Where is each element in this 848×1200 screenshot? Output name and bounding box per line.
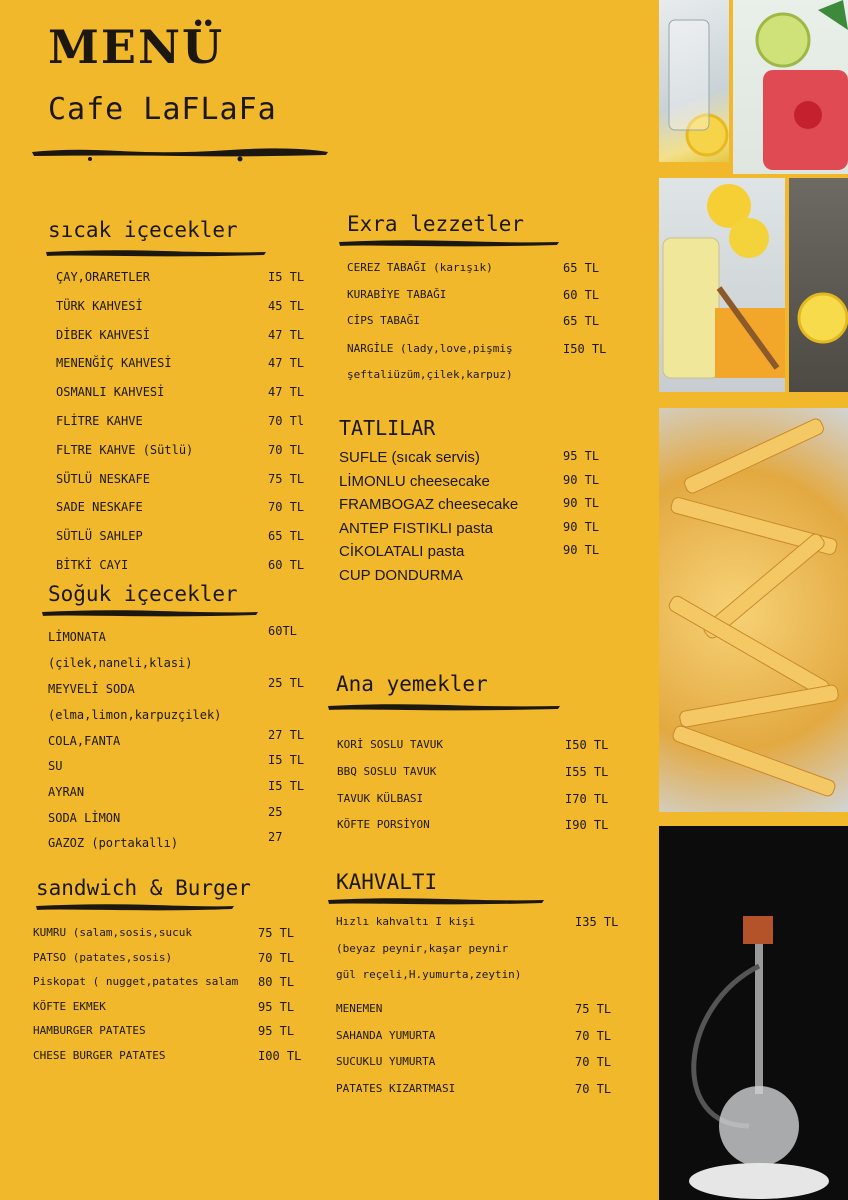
menu-item-name: gül reçeli,H.yumurta,zeytin) xyxy=(336,968,522,981)
menu-item-name: BBQ SOSLU TAVUK xyxy=(337,765,437,778)
menu-item-name: AYRAN xyxy=(48,785,85,799)
menu-item-price: 75 TL xyxy=(268,471,305,486)
menu-item-name: MENEMEN xyxy=(336,1002,383,1015)
lemon-slice-photo xyxy=(789,178,848,392)
menu-item-price: 45 TL xyxy=(268,298,305,313)
menu-item-name: Piskopat ( nugget,patates salam xyxy=(33,975,239,988)
menu-item-price: 27 TL xyxy=(268,728,305,742)
menu-item-name: BİTKİ CAYI xyxy=(56,558,129,572)
menu-item-name: CEREZ TABAĞI (karışık) xyxy=(347,261,493,274)
menu-item-name: LİMONATA xyxy=(48,630,106,644)
menu-item-name: KUMRU (salam,sosis,sucuk xyxy=(33,926,192,939)
brush-divider xyxy=(326,700,562,714)
menu-item-name: SÜTLÜ SAHLEP xyxy=(56,529,143,544)
menu-item-price: 25 TL xyxy=(268,676,305,690)
menu-item-price: 90 TL xyxy=(563,473,600,487)
menu-item-price: 70 TL xyxy=(258,951,295,965)
menu-item-price: 95 TL xyxy=(563,449,600,463)
menu-item-name: CİPS TABAĞI xyxy=(347,314,420,327)
hookah-photo xyxy=(659,826,848,1200)
menu-item-name: FLTRE KAHVE (Sütlü) xyxy=(56,442,194,457)
menu-item-price: 80 TL xyxy=(258,975,295,989)
brush-divider xyxy=(30,144,330,162)
cafe-name: Cafe LaFLaFa xyxy=(48,92,277,127)
menu-item-name: FRAMBOGAZ cheesecake xyxy=(339,496,519,513)
menu-item-name: (elma,limon,karpuzçilek) xyxy=(48,708,222,722)
menu-item-name: FLİTRE KAHVE xyxy=(56,414,143,428)
menu-item-price: I55 TL xyxy=(565,765,609,779)
menu-item-price: I70 TL xyxy=(565,792,609,806)
menu-item-name: KÖFTE PORSİYON xyxy=(337,818,430,831)
menu-item-name: PATSO (patates,sosis) xyxy=(33,951,173,964)
brush-divider xyxy=(337,236,561,250)
menu-item-price: 27 xyxy=(268,830,283,844)
menu-item-price: 70 TL xyxy=(575,1082,612,1096)
menu-item-name: SÜTLÜ NESKAFE xyxy=(56,471,150,486)
menu-item-price: I50 TL xyxy=(563,342,607,356)
menu-item-name: SADE NESKAFE xyxy=(56,500,143,515)
menu-item-price: 70 TL xyxy=(575,1055,612,1069)
menu-item-price: I50 TL xyxy=(565,738,609,752)
menu-item-price: I5 TL xyxy=(268,753,305,767)
menu-item-name: SUFLE (sıcak servis) xyxy=(339,449,480,466)
menu-item-name: NARGİLE (lady,love,pişmiş xyxy=(347,342,513,355)
menu-item-name: OSMANLI KAHVESİ xyxy=(56,385,165,400)
menu-item-price: 47 TL xyxy=(268,327,305,342)
menu-item-price: 60 TL xyxy=(563,288,600,302)
menu-item-name: SU xyxy=(48,759,63,773)
menu-item-price: I90 TL xyxy=(565,818,609,832)
menu-item-price: 70 TL xyxy=(268,500,305,515)
menu-item-price: 47 TL xyxy=(268,356,305,371)
menu-item-price: 25 xyxy=(268,805,283,819)
section-heading-extra: Exra lezzetler xyxy=(347,212,525,236)
menu-item-name: CHESE BURGER PATATES xyxy=(33,1049,166,1062)
brush-divider xyxy=(44,246,268,260)
menu-item-price: I5 TL xyxy=(268,270,305,284)
menu-item-name: GAZOZ (portakallı) xyxy=(48,836,179,850)
menu-item-price: 47 TL xyxy=(268,385,305,400)
brush-divider xyxy=(326,894,546,908)
menu-item-name: KÖFTE EKMEK xyxy=(33,1000,106,1013)
menu-item-price: 70 TL xyxy=(268,442,305,457)
menu-item-price: 60 TL xyxy=(268,558,305,572)
menu-item-name: ÇAY,ORARETLER xyxy=(56,270,150,284)
menu-item-price: 60TL xyxy=(268,624,297,638)
menu-item-price: 90 TL xyxy=(563,543,600,557)
menu-item-name: TÜRK KAHVESİ xyxy=(56,298,143,313)
menu-item-name: SUCUKLU YUMURTA xyxy=(336,1055,436,1068)
menu-item-price: 65 TL xyxy=(563,261,600,275)
menu-item-name: CİKOLATALI pasta xyxy=(339,543,465,560)
menu-item-name: PATATES KIZARTMASI xyxy=(336,1082,456,1095)
menu-item-price: 70 Tl xyxy=(268,414,305,428)
strawberry-drink-photo xyxy=(733,0,848,174)
section-heading-desserts: TATLILAR xyxy=(339,416,436,440)
menu-item-price: I35 TL xyxy=(575,915,619,929)
menu-item-name: CUP DONDURMA xyxy=(339,567,463,584)
menu-item-name: COLA,FANTA xyxy=(48,734,121,748)
menu-item-price: 75 TL xyxy=(258,926,295,940)
menu-item-name: (beyaz peynir,kaşar peynir xyxy=(336,942,509,955)
menu-item-price: 95 TL xyxy=(258,1000,295,1014)
brush-divider xyxy=(40,606,260,620)
menu-item-price: 75 TL xyxy=(575,1002,612,1016)
menu-item-name: SAHANDA YUMURTA xyxy=(336,1029,436,1042)
menu-item-price: 95 TL xyxy=(258,1024,295,1038)
menu-item-name: TAVUK KÜLBASI xyxy=(337,792,424,805)
menu-item-price: 65 TL xyxy=(268,529,305,544)
section-heading-hot-drinks: sıcak içecekler xyxy=(48,218,238,242)
section-heading-sandwich: sandwich & Burger xyxy=(36,876,251,900)
section-heading-cold-drinks: Soğuk içecekler xyxy=(48,582,238,606)
menu-item-name: DİBEK KAHVESİ xyxy=(56,327,150,342)
menu-title: MENÜ xyxy=(48,20,225,74)
menu-item-name: KURABİYE TABAĞI xyxy=(347,288,447,301)
menu-item-price: 70 TL xyxy=(575,1029,612,1043)
lemon-honey-photo xyxy=(659,178,785,392)
menu-item-price: I00 TL xyxy=(258,1049,302,1063)
section-heading-main-dishes: Ana yemekler xyxy=(336,672,488,696)
lemonade-jar-photo xyxy=(659,0,729,162)
menu-item-price: I5 TL xyxy=(268,779,305,793)
menu-item-name: SODA LİMON xyxy=(48,811,121,825)
french-fries-photo xyxy=(659,408,848,812)
brush-divider xyxy=(34,900,236,914)
menu-item-price: 90 TL xyxy=(563,496,600,510)
menu-item-name: şeftaliüzüm,çilek,karpuz) xyxy=(347,368,513,381)
menu-item-price: 65 TL xyxy=(563,314,600,328)
menu-item-name: LİMONLU cheesecake xyxy=(339,473,490,490)
menu-item-name: MENENĞİÇ KAHVESİ xyxy=(56,356,172,371)
menu-item-name: HAMBURGER PATATES xyxy=(33,1024,146,1037)
menu-item-name: MEYVELİ SODA xyxy=(48,682,135,696)
menu-item-name: Hızlı kahvaltı I kişi xyxy=(336,915,476,928)
menu-item-name: KORİ SOSLU TAVUK xyxy=(337,738,443,751)
menu-item-name: (çilek,naneli,klasi) xyxy=(48,656,193,670)
section-heading-breakfast: KAHVALTI xyxy=(336,870,438,894)
menu-item-name: ANTEP FISTIKLI pasta xyxy=(339,520,493,537)
menu-item-price: 90 TL xyxy=(563,520,600,534)
